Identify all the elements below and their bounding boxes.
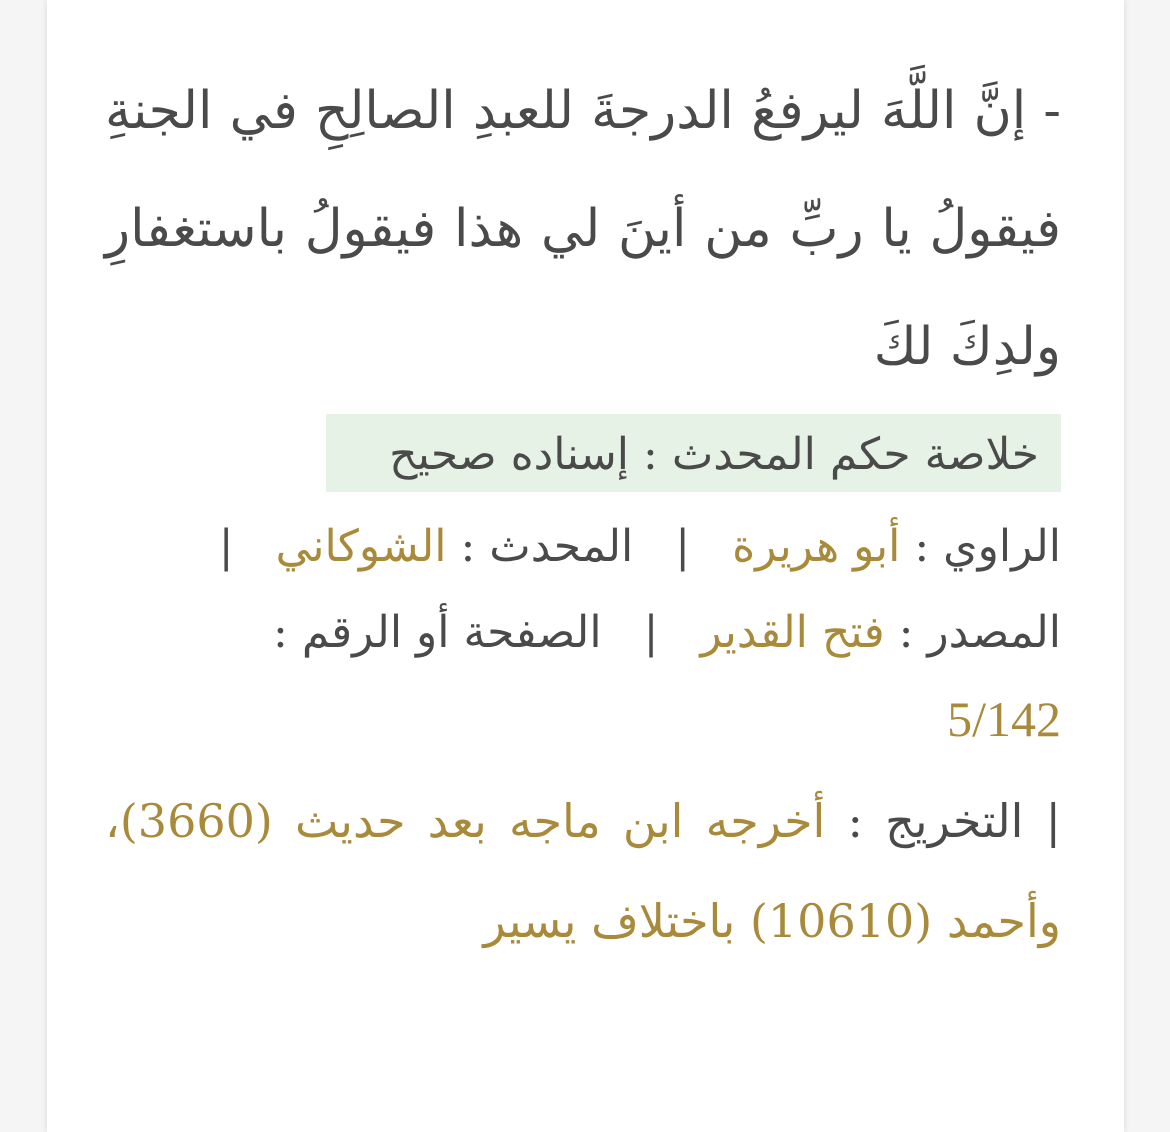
meta-line-source [105, 590, 1061, 676]
hadith-content [105, 0, 1061, 971]
masdar-value[interactable]: فتح القدير [700, 607, 885, 658]
rawi-value[interactable]: أبو هريرة [732, 521, 901, 572]
takhrij-separator: | [1045, 794, 1062, 848]
meta-line-page [105, 676, 1061, 765]
muhaddith-value[interactable]: الشوكاني [275, 521, 447, 572]
hukm-label: خلاصة حكم المحدث : [643, 429, 1039, 480]
hukm-value: إسناده صحيح [389, 429, 630, 480]
muhaddith-label: المحدث : [460, 521, 634, 572]
page-card [47, 0, 1124, 1132]
hukm-row [105, 414, 1061, 492]
separator: | [218, 521, 234, 572]
meta-line-narrator [105, 504, 1061, 590]
hadith-text: - إنَّ اللَّهَ ليرفعُ الدرجةَ للعبدِ الصالِحِ في الجنةِ فيقولُ يا ربِّ من أينَ لي هذا فيقولُ باستغفارِ ولدِكَ لكَ [105, 81, 1061, 377]
page-value: 5/142 [947, 691, 1061, 747]
takhrij [105, 771, 1061, 971]
masdar-label: المصدر : [898, 607, 1061, 658]
hadith-meta [105, 504, 1061, 765]
page-label: الصفحة أو الرقم : [273, 607, 602, 658]
rawi-label: الراوي : [914, 521, 1061, 572]
separator: | [675, 521, 691, 572]
takhrij-value: أخرجه ابن ماجه بعد حديث (3660)، وأحمد (10610) باختلاف يسير [105, 794, 1061, 948]
takhrij-label: التخريج : [847, 794, 1024, 848]
hukm-box [326, 414, 1061, 492]
separator: | [643, 607, 659, 658]
